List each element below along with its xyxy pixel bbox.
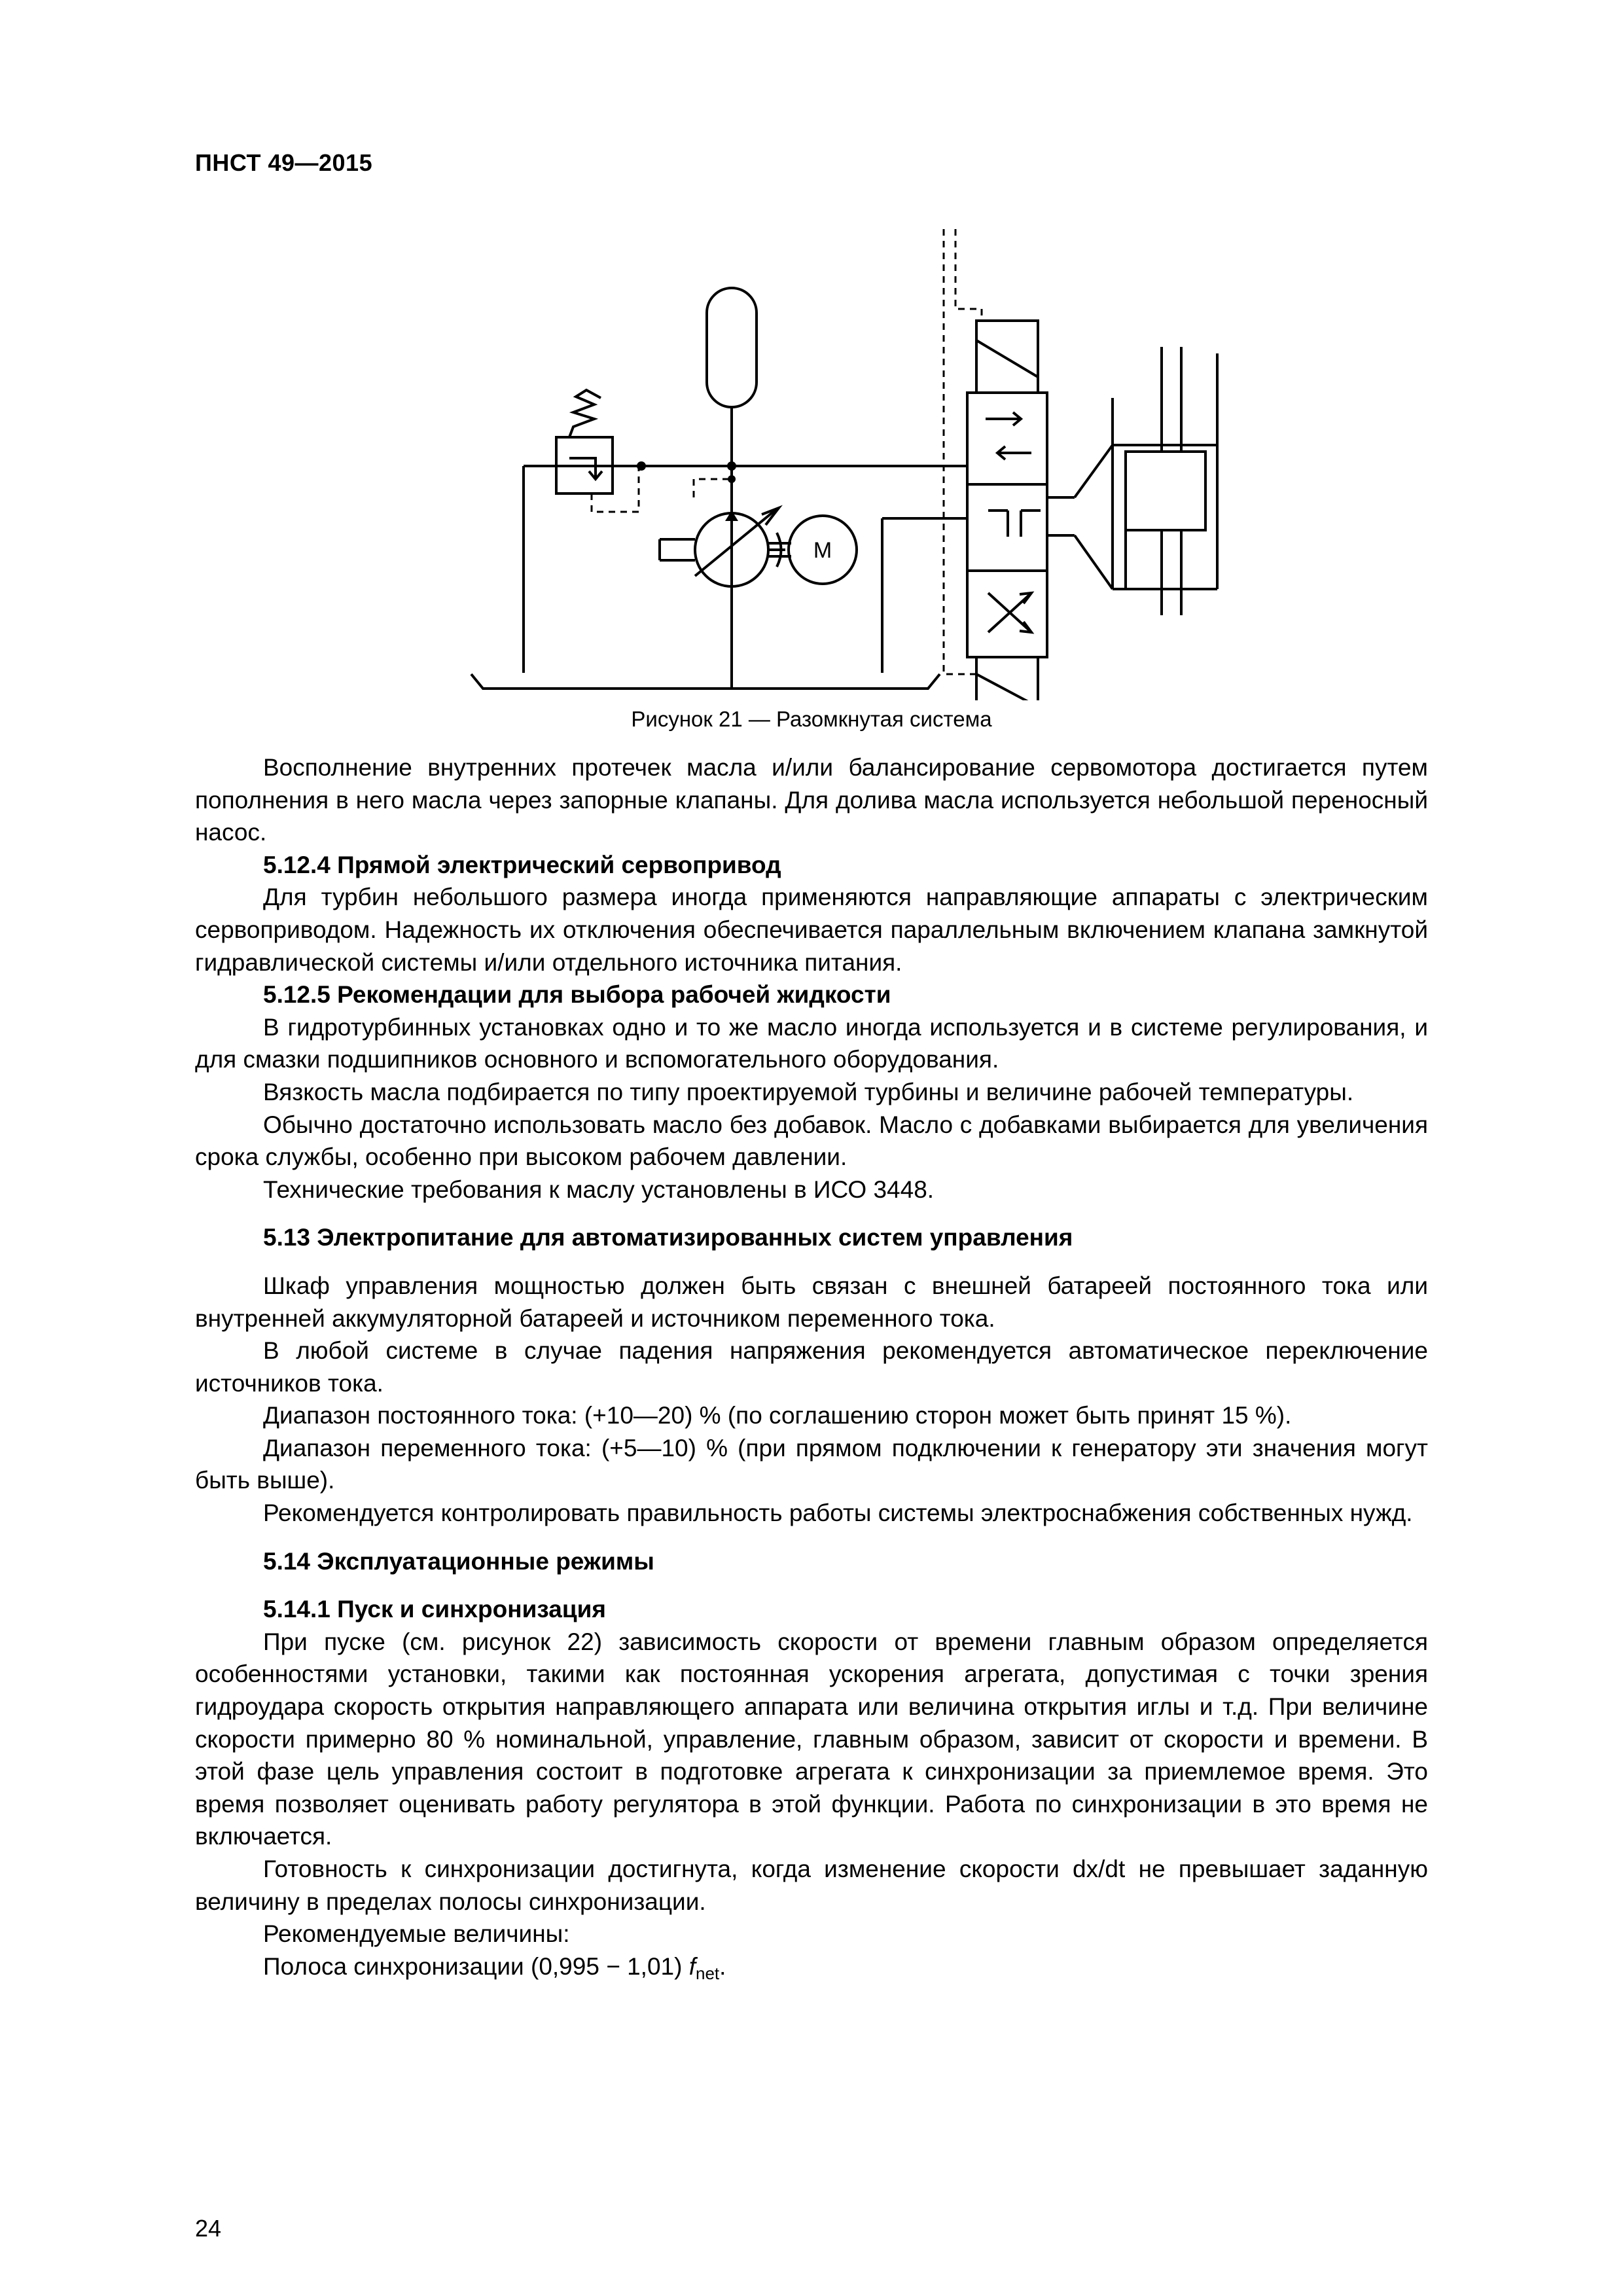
paragraph: Готовность к синхронизации достигнута, когда изменение скорости dx/dt не превышает заданную величину в пределах полосы синхронизации. [195,1856,1428,1915]
motor-label: M [813,538,832,563]
servomotor-piston [1126,452,1205,530]
accumulator [707,288,757,407]
paragraph: Технические требования к маслу установлены в ИСО 3448. [263,1175,935,1203]
formula-symbol: f [688,1952,696,1980]
figure-caption: Рисунок 21 — Разомкнутая система [631,707,992,731]
tank [471,674,940,689]
paragraph: Диапазон переменного тока: (+5—10) % (при прямом подключении к генератору эти значения могут быть выше). [195,1434,1428,1494]
formula-end: . [719,1952,726,1980]
paragraph: Шкаф управления мощностью должен быть связан с внешней батареей постоянного тока или внутренней аккумуляторной батареей и источником переменного тока. [195,1272,1428,1332]
formula-line [195,1950,1428,1983]
paragraph: В любой системе в случае падения напряжения рекомендуется автоматическое переключение источников тока. [195,1337,1428,1397]
directional-valve [967,393,1047,484]
paragraph: Обычно достаточно использовать масло без добавок. Масло с добавками выбирается для увеличения срока службы, особенно при высоком рабочем давлении. [195,1111,1428,1171]
section-heading: 5.13 Электропитание для автоматизированных систем управления [263,1224,1073,1251]
paragraph: Для турбин небольшого размера иногда применяются направляющие аппараты с электрическим сервоприводом. Надежность их отключения обеспечивается параллельным включением клапана замкнутой гидравлической системы и/или отдельного источника питания. [195,884,1428,976]
formula-subscript: net [695,1963,720,1983]
section-heading: 5.12.5 Рекомендации для выбора рабочей жидкости [263,981,891,1009]
formula-text: Полоса синхронизации (0,995 − 1,01) [263,1952,689,1980]
paragraph: Рекомендуется контролировать правильность работы системы электроснабжения собственных нужд. [263,1499,1413,1527]
document-body [195,751,1428,1982]
section-heading: 5.14 Эксплуатационные режимы [263,1547,654,1575]
paragraph: При пуске (см. рисунок 22) зависимость скорости от времени главным образом определяется особенностями установки, такими как постоянная ускорения агрегата, допустимая с точки зрения гидроудара скорость открытия направляющего аппарата или величина открытия иглы и т.д. При величине скорости примерно 80 % номинальной, управление, главным образом, зависит от скорости и времени. В этой фазе цель управления состоит в подготовке агрегата к синхронизации за приемлемое время. Это время позволяет оценивать работу регулятора в этой функции. Работа по синхронизации в это время не включается. [195,1628,1428,1850]
paragraph: В гидротурбинных установках одно и то же масло иногда используется и в системе регулирования, и для смазки подшипников основного и вспомогательного оборудования. [195,1013,1428,1073]
paragraph: Восполнение внутренних протечек масла и/или балансирование сервомотора достигается путем пополнения в него масла через запорные клапаны. Для долива масла используется небольшой переносный насос. [195,754,1428,846]
page-number: 24 [195,2215,222,2242]
hydraulic-diagram [445,223,1309,700]
section-heading: 5.12.4 Прямой электрический сервопривод [263,851,781,878]
paragraph: Вязкость масла подбирается по типу проектируемой турбины и величине рабочей температуры. [263,1078,1354,1105]
paragraph: Диапазон постоянного тока: (+10—20) % (по соглашению сторон может быть принят 15 %). [263,1402,1292,1429]
section-heading: 5.14.1 Пуск и синхронизация [263,1596,606,1623]
document-header: ПНСТ 49—2015 [195,149,373,176]
paragraph: Рекомендуемые величины: [263,1920,570,1948]
